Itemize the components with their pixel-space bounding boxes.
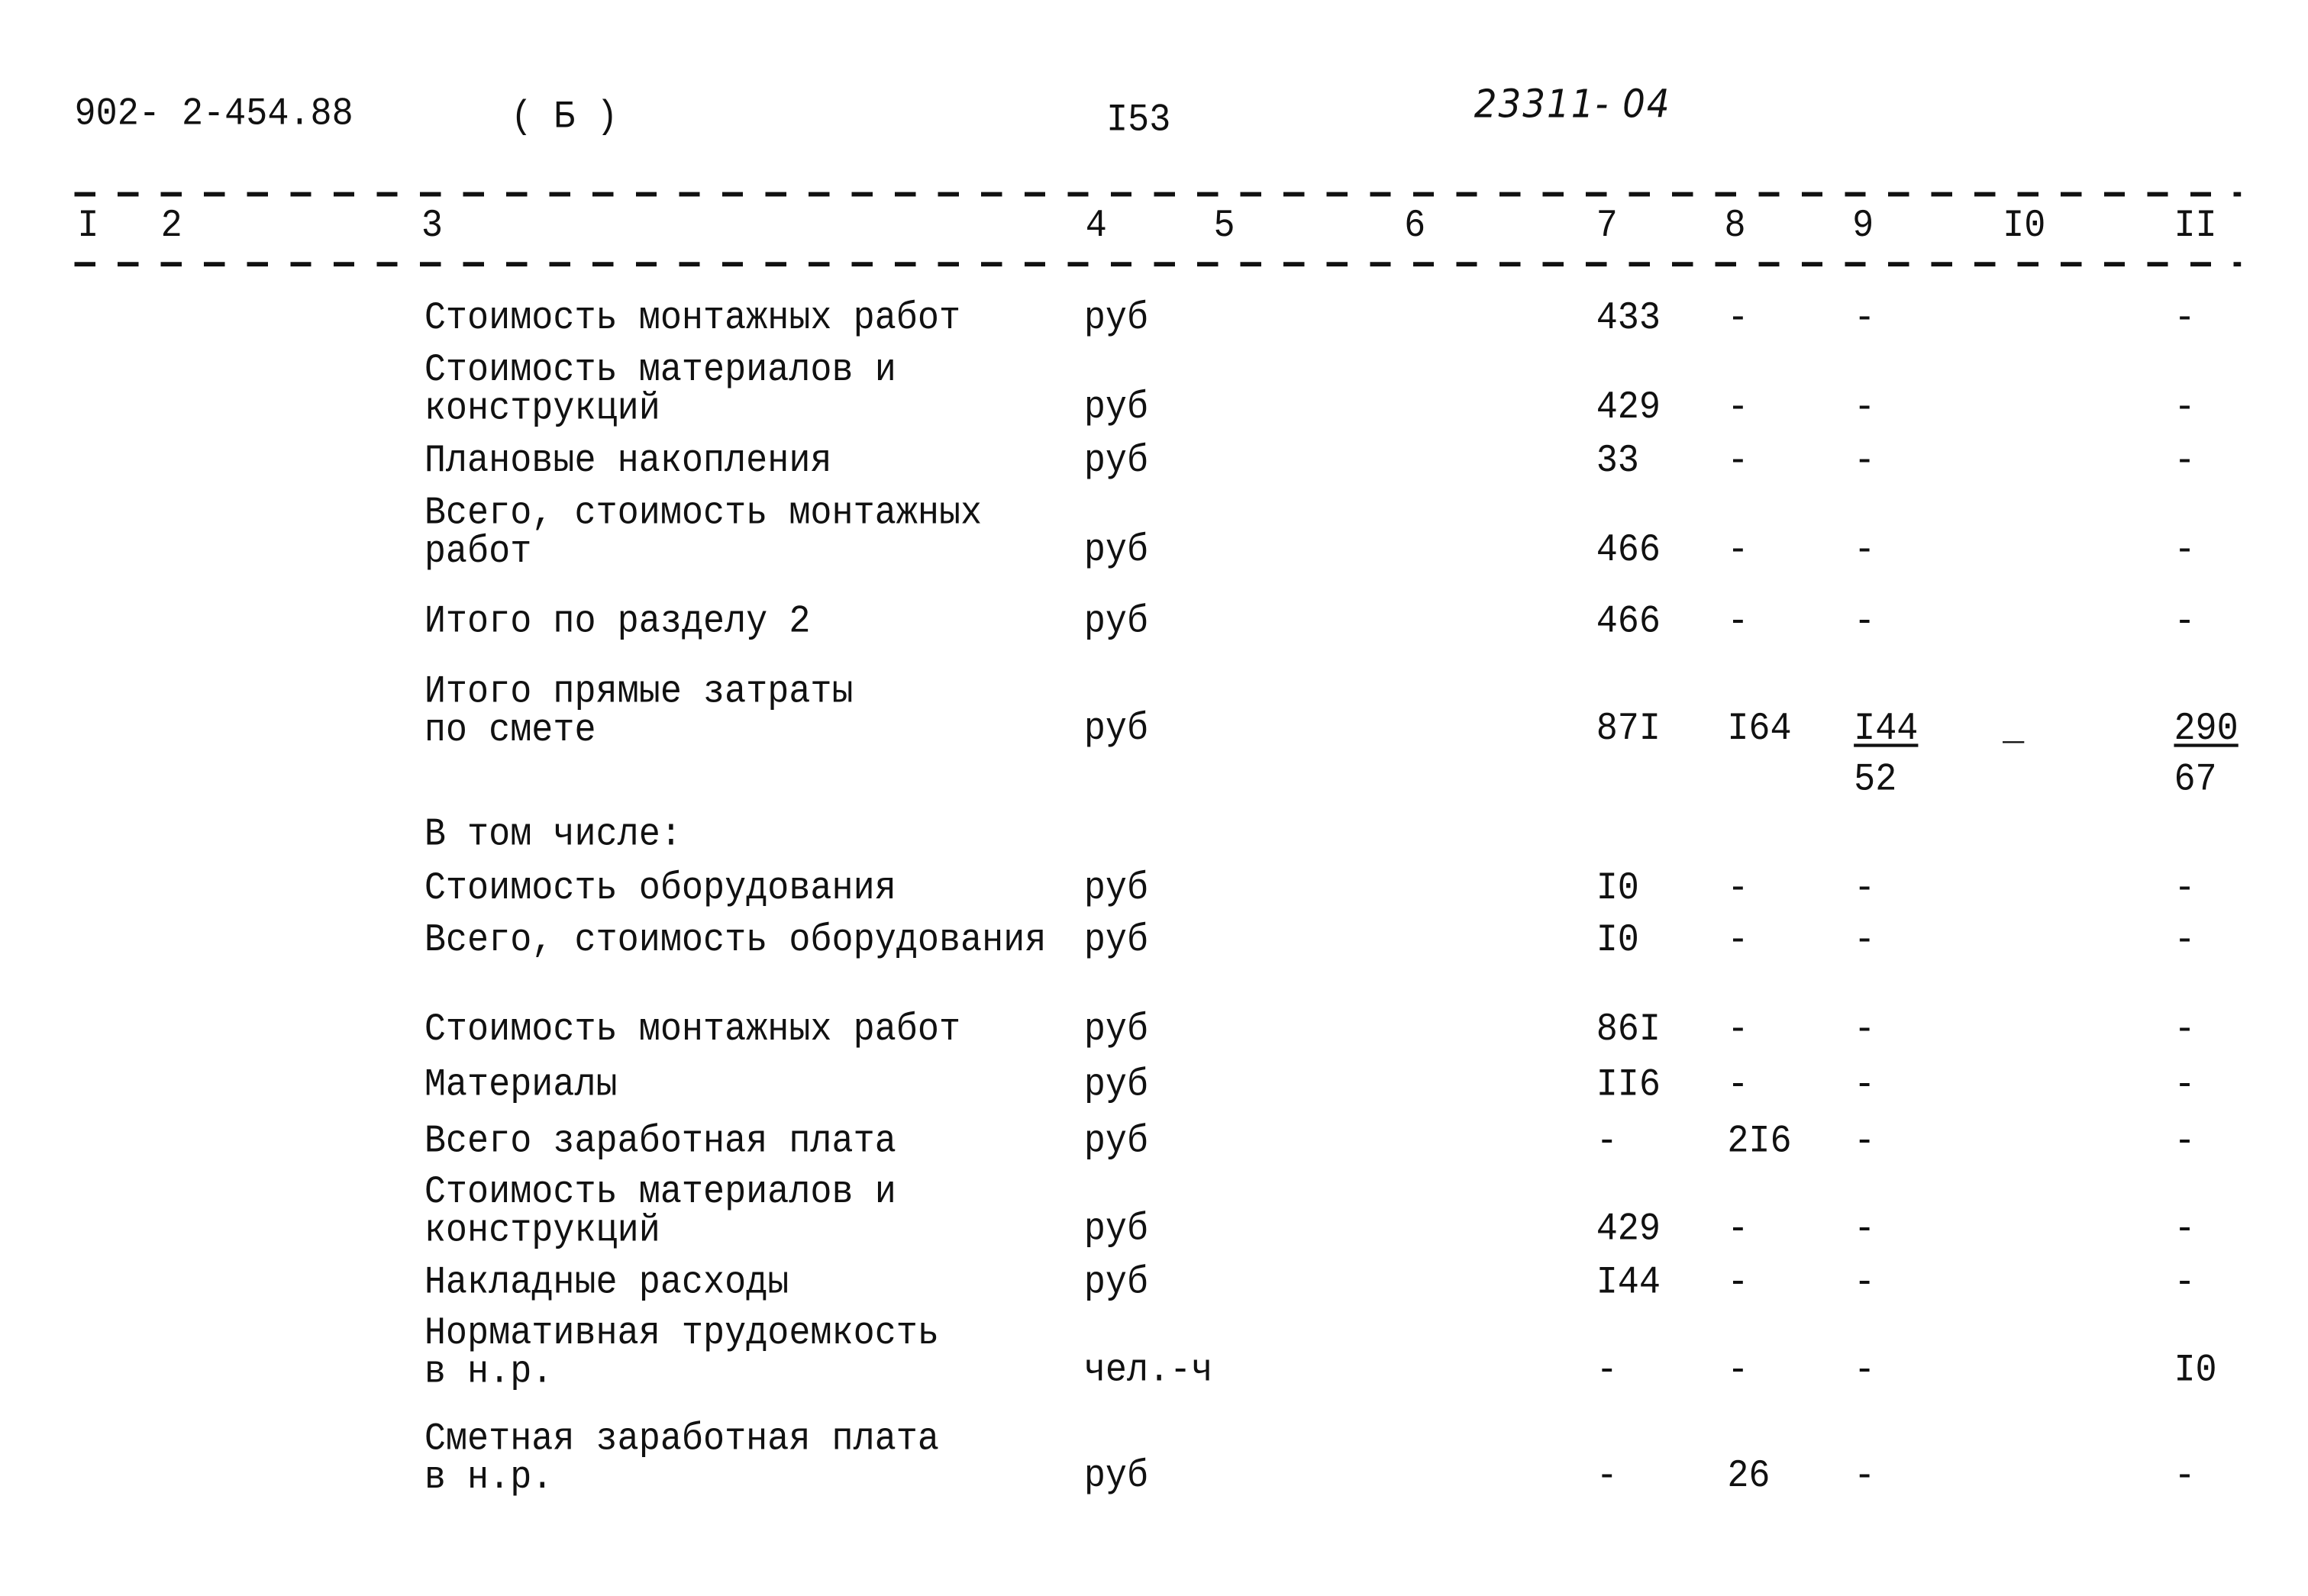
value-cell-c8: - (1727, 1208, 1749, 1253)
value-cell-c8: - (1727, 867, 1749, 911)
sheet-mark: ( Б ) (510, 96, 618, 140)
value-cell-c11: - (2174, 1064, 2196, 1108)
unit-cell: руб (1083, 1064, 1149, 1108)
value-cell-c7: 466 (1596, 601, 1661, 645)
value-cell-c7: 429 (1596, 1208, 1661, 1253)
value-cell-c7: - (1596, 1456, 1618, 1500)
value-cell-c7: I0 (1596, 920, 1639, 963)
value-cell-c11: - (2174, 1456, 2196, 1500)
row-label: Нормативная трудоемкость в н.р. (424, 1313, 939, 1395)
column-header: 3 (421, 205, 444, 249)
value-cell-c9-sub: 52 (1854, 759, 1897, 803)
value-cell-c8: - (1727, 386, 1749, 430)
value-cell-c9: - (1854, 1208, 1876, 1253)
value-cell-c11-sub: 67 (2174, 759, 2217, 803)
row-label: Накладные расходы (424, 1262, 789, 1306)
row-label: Плановые накопления (424, 440, 832, 484)
value-cell-c11: - (2174, 297, 2196, 341)
value-cell-c11: - (2174, 1120, 2196, 1165)
column-header: 5 (1213, 205, 1235, 249)
document-code: 902- 2-454.88 (74, 93, 353, 137)
value-cell-c9: - (1854, 1120, 1876, 1165)
row-label: Материалы (424, 1064, 618, 1108)
value-cell-c11: - (2174, 867, 2196, 911)
value-cell-c9: - (1854, 1064, 1876, 1108)
value-cell-c11: - (2174, 440, 2196, 484)
unit-cell: руб (1083, 867, 1149, 911)
row-label: Всего, стоимость оборудования (424, 920, 1047, 963)
value-cell-c8: - (1727, 920, 1749, 963)
value-cell-c8: - (1727, 1349, 1749, 1394)
row-label: Стоимость материалов и конструкций (424, 350, 896, 432)
value-cell-c9: - (1854, 386, 1876, 430)
value-cell-c8: - (1727, 1064, 1749, 1108)
value-cell-c9: - (1854, 1349, 1876, 1394)
value-cell-c11: - (2174, 1208, 2196, 1253)
value-cell-c7: 429 (1596, 386, 1661, 430)
unit-cell: руб (1083, 1120, 1149, 1165)
value-cell-c7: 466 (1596, 530, 1661, 573)
value-cell-c9: - (1854, 1456, 1876, 1500)
value-cell-c7: II6 (1596, 1064, 1661, 1108)
column-header: I (77, 205, 99, 249)
value-cell-c9: I44 (1854, 708, 1919, 752)
column-header: 8 (1724, 205, 1746, 249)
value-cell-c8: - (1727, 440, 1749, 484)
value-cell-c8: - (1727, 530, 1749, 573)
unit-cell: руб (1083, 708, 1149, 752)
value-cell-c7: - (1596, 1120, 1618, 1165)
unit-cell: руб (1083, 1456, 1149, 1500)
value-cell-c8: I64 (1727, 708, 1792, 752)
unit-cell: руб (1083, 386, 1149, 430)
handwritten-code: 23311- 04 (1474, 82, 1671, 127)
row-label: Всего, стоимость монтажных работ (424, 492, 983, 575)
column-header: 2 (160, 205, 182, 249)
column-header: 4 (1085, 205, 1107, 249)
value-cell-c7: - (1596, 1349, 1618, 1394)
row-label: Итого по разделу 2 (424, 601, 811, 645)
value-cell-c11: - (2174, 601, 2196, 645)
value-cell-c7: 433 (1596, 297, 1661, 341)
value-cell-c11: - (2174, 1262, 2196, 1306)
page-number: I53 (1106, 99, 1171, 143)
header-top-rule (75, 192, 2242, 197)
unit-cell: руб (1083, 530, 1149, 573)
row-label: Стоимость оборудования (424, 867, 896, 911)
column-header: II (2174, 205, 2217, 249)
row-label: Итого прямые затраты по смете (424, 671, 854, 753)
value-cell-c8: - (1727, 1009, 1749, 1053)
unit-cell: руб (1083, 440, 1149, 484)
value-cell-c9: - (1854, 867, 1876, 911)
row-label: Сметная заработная плата в н.р. (424, 1418, 939, 1501)
value-cell-c11: - (2174, 1009, 2196, 1053)
unit-cell: чел.-ч (1083, 1349, 1213, 1394)
value-cell-c8: - (1727, 1262, 1749, 1306)
value-cell-c9: - (1854, 297, 1876, 341)
unit-cell: руб (1083, 1262, 1149, 1306)
column-header: 7 (1596, 205, 1618, 249)
value-cell-c9: - (1854, 530, 1876, 573)
row-label: Всего заработная плата (424, 1120, 896, 1165)
row-label: Стоимость монтажных работ (424, 297, 961, 341)
value-cell-c9: - (1854, 601, 1876, 645)
unit-cell: руб (1083, 920, 1149, 963)
column-header: 6 (1404, 205, 1426, 249)
value-cell-c7: I0 (1596, 867, 1639, 911)
value-cell-c10: _ (2003, 708, 2025, 752)
unit-cell: руб (1083, 601, 1149, 645)
column-header: I0 (2003, 205, 2046, 249)
value-cell-c7: I44 (1596, 1262, 1661, 1306)
value-cell-c11: I0 (2174, 1349, 2217, 1394)
unit-cell: руб (1083, 1009, 1149, 1053)
value-cell-c8: - (1727, 601, 1749, 645)
value-cell-c8: 2I6 (1727, 1120, 1792, 1165)
value-cell-c7: 87I (1596, 708, 1661, 752)
value-cell-c7: 86I (1596, 1009, 1661, 1053)
unit-cell: руб (1083, 1208, 1149, 1253)
column-header: 9 (1852, 205, 1874, 249)
row-label: В том числе: (424, 814, 682, 858)
header-bottom-rule (75, 262, 2242, 266)
row-label: Стоимость материалов и конструкций (424, 1171, 896, 1254)
value-cell-c8: 26 (1727, 1456, 1771, 1500)
value-cell-c11: - (2174, 530, 2196, 573)
value-cell-c11: - (2174, 386, 2196, 430)
unit-cell: руб (1083, 297, 1149, 341)
row-label: Стоимость монтажных работ (424, 1009, 961, 1053)
value-cell-c9: - (1854, 440, 1876, 484)
value-cell-c9: - (1854, 1262, 1876, 1306)
value-cell-c7: 33 (1596, 440, 1639, 484)
value-cell-c11: - (2174, 920, 2196, 963)
value-cell-c9: - (1854, 1009, 1876, 1053)
value-cell-c9: - (1854, 920, 1876, 963)
value-cell-c11: 290 (2174, 708, 2239, 752)
value-cell-c8: - (1727, 297, 1749, 341)
